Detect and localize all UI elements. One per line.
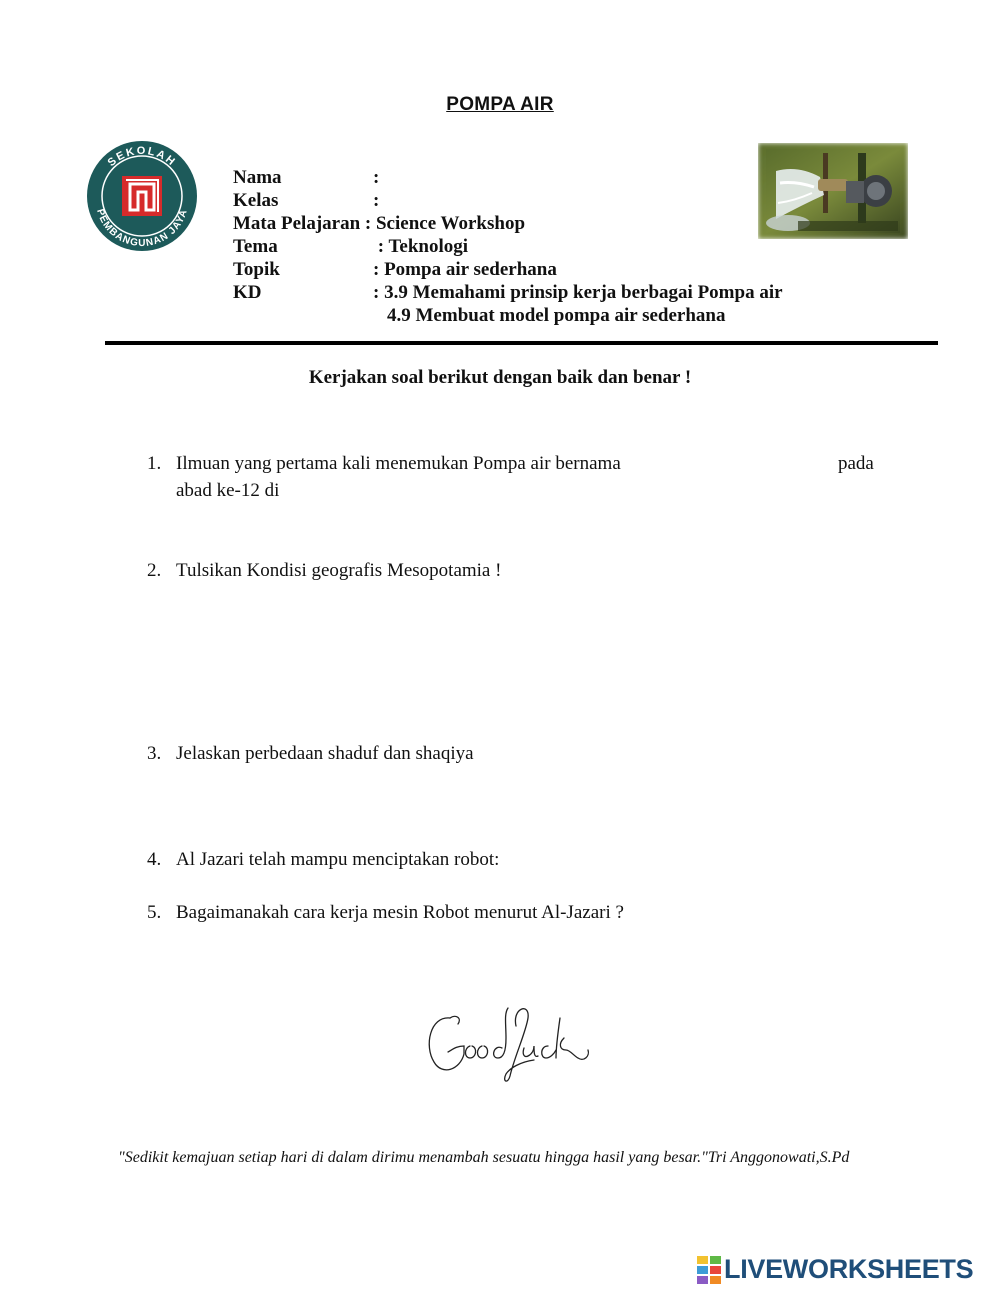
question-text: Jelaskan perbedaan shaduf dan shaqiya bbox=[176, 743, 474, 764]
brand-name: LIVEWORKSHEETS bbox=[724, 1254, 974, 1284]
question-4 bbox=[147, 846, 887, 874]
page-title: POMPA AIR bbox=[446, 94, 554, 115]
question-1 bbox=[147, 450, 887, 506]
tema-label: Tema bbox=[233, 236, 278, 257]
question-number: 1. bbox=[147, 453, 162, 474]
water-pump-photo bbox=[758, 143, 908, 239]
question-text-end: pada bbox=[838, 453, 874, 474]
question-number: 4. bbox=[147, 849, 162, 870]
question-number: 2. bbox=[147, 560, 162, 581]
instruction: Kerjakan soal berikut dengan baik dan benar ! bbox=[308, 367, 692, 388]
kd-value-1: : 3.9 Memahami prinsip kerja berbagai Pompa air bbox=[373, 282, 783, 303]
mapel-value: : Science Workshop bbox=[360, 213, 526, 234]
question-text: Tulsikan Kondisi geografis Mesopotamia ! bbox=[176, 560, 502, 581]
good-luck-signature bbox=[420, 998, 595, 1088]
nama-label: Nama bbox=[233, 167, 282, 188]
svg-text:PEMBANGUNAN JAYA: PEMBANGUNAN JAYA bbox=[94, 207, 190, 250]
motivational-quote: "Sedikit kemajuan setiap hari di dalam dirimu menambah sesuatu hingga hasil yang besar."Tri Anggonowati,S.Pd bbox=[118, 1149, 850, 1166]
kelas-value: : bbox=[373, 190, 380, 211]
question-text: Al Jazari telah mampu menciptakan robot: bbox=[176, 849, 500, 870]
question-5 bbox=[147, 899, 887, 927]
tema-value: : Teknologi bbox=[373, 236, 469, 257]
kd-value-2: 4.9 Membuat model pompa air sederhana bbox=[387, 305, 726, 326]
kelas-label: Kelas bbox=[233, 190, 279, 211]
topik-value: : Pompa air sederhana bbox=[373, 259, 557, 280]
school-logo bbox=[86, 140, 198, 252]
liveworksheets-icon bbox=[697, 1256, 721, 1284]
question-number: 3. bbox=[147, 743, 162, 764]
student-info bbox=[233, 166, 783, 327]
topik-label: Topik bbox=[233, 259, 280, 280]
svg-text:SEKOLAH: SEKOLAH bbox=[105, 145, 179, 170]
question-2 bbox=[147, 557, 887, 585]
question-3 bbox=[147, 740, 887, 768]
mapel-label: Mata Pelajaran bbox=[233, 213, 361, 234]
header-divider bbox=[105, 341, 938, 345]
question-text-line-2: abad ke-12 di bbox=[176, 480, 280, 501]
question-text: Ilmuan yang pertama kali menemukan Pompa air bernama bbox=[176, 453, 621, 474]
question-number: 5. bbox=[147, 902, 162, 923]
kd-label: KD bbox=[233, 282, 262, 303]
question-text: Bagaimanakah cara kerja mesin Robot menurut Al-Jazari ? bbox=[176, 902, 624, 923]
nama-value: : bbox=[373, 167, 380, 188]
liveworksheets-logo bbox=[697, 1254, 973, 1285]
